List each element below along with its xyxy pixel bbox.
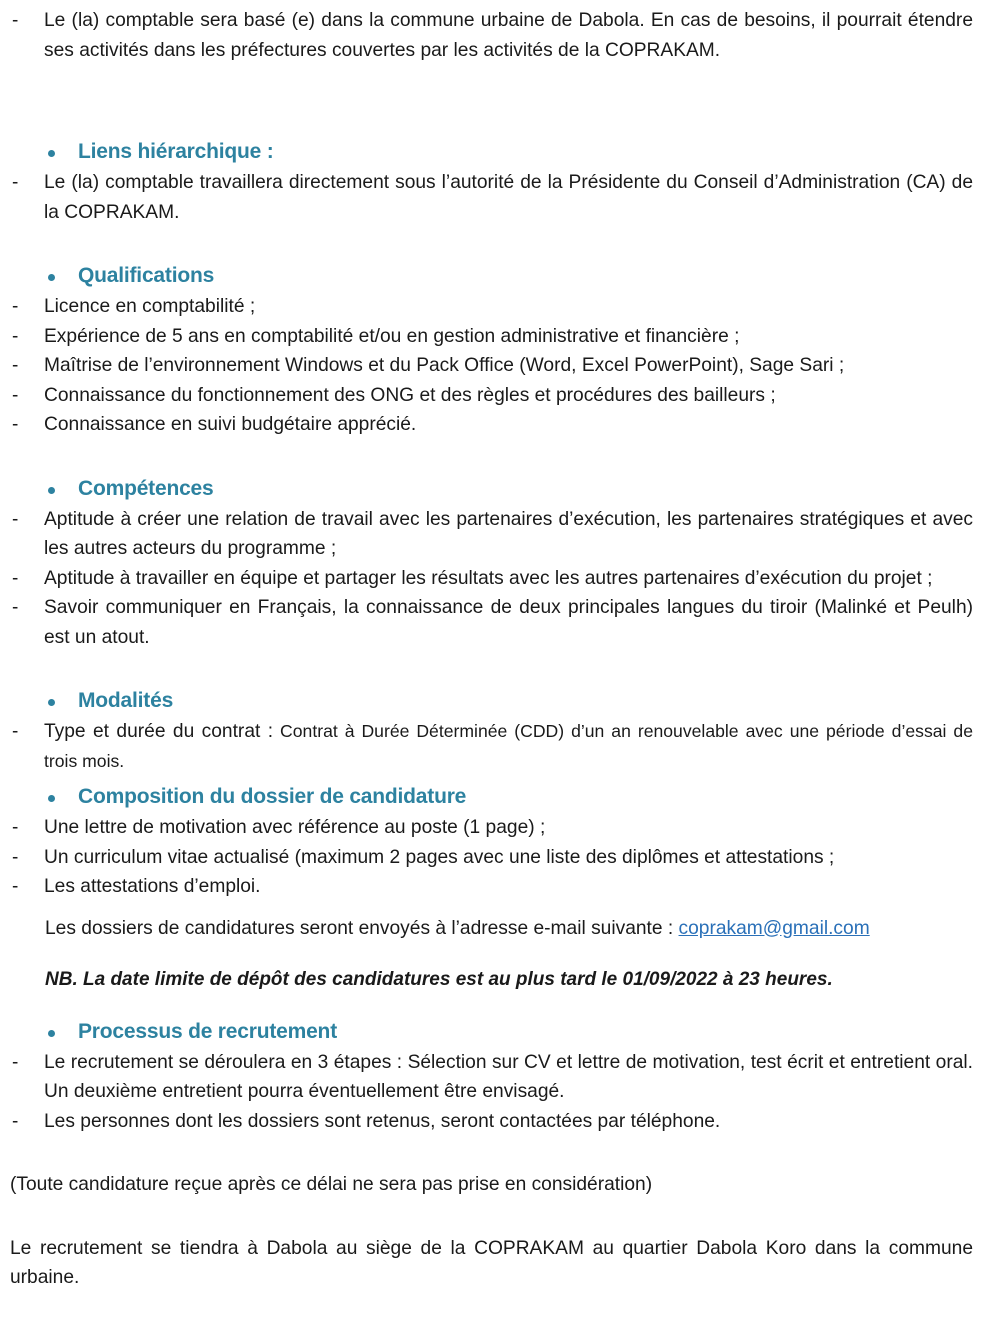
list-item bbox=[0, 843, 985, 873]
dash-marker: - bbox=[12, 1110, 19, 1132]
composition-item-1: Un curriculum vitae actualisé (maximum 2 pages avec une liste des diplômes et attestations ; bbox=[44, 846, 835, 868]
list-item bbox=[0, 381, 985, 411]
section-heading-competences bbox=[0, 474, 985, 505]
bullet-icon bbox=[48, 783, 78, 813]
competences-item-0: Aptitude à créer une relation de travail avec les partenaires d’exécution, les partenaires stratégiques et avec les autres acteurs du programme ; bbox=[44, 508, 973, 559]
dash-marker: - bbox=[12, 1051, 19, 1073]
spacer bbox=[0, 902, 985, 914]
modalites-item-0-rest: Contrat à Durée Déterminée (CDD) d’un an renouvelable avec une période d’essai de trois mois. bbox=[44, 721, 973, 771]
dash-marker: - bbox=[12, 384, 19, 406]
section-heading-qualifications bbox=[0, 261, 985, 292]
dash-marker: - bbox=[12, 567, 19, 589]
dash-marker: - bbox=[12, 876, 19, 897]
qualifications-item-0: Licence en comptabilité ; bbox=[44, 296, 256, 317]
qualifications-item-2: Maîtrise de l’environnement Windows et du Pack Office (Word, Excel PowerPoint), Sage Sari ; bbox=[44, 355, 845, 376]
bullet-icon bbox=[48, 262, 78, 292]
composition-item-0: Une lettre de motivation avec référence au poste (1 page) ; bbox=[44, 817, 546, 838]
processus-item-0: Le recrutement se déroulera en 3 étapes : Sélection sur CV et lettre de motivation, test écrit et entretient oral. Un deuxième entretient pourra éventuellement être envisagé. bbox=[44, 1051, 973, 1102]
spacer bbox=[0, 1136, 985, 1170]
spacer bbox=[0, 65, 985, 115]
composition-item-2: Les attestations d’emploi. bbox=[44, 876, 261, 897]
list-item bbox=[0, 872, 985, 902]
bullet-icon bbox=[48, 475, 78, 505]
processus-item-1: Les personnes dont les dossiers sont retenus, seront contactées par téléphone. bbox=[44, 1110, 721, 1132]
list-item bbox=[0, 593, 985, 652]
qualifications-item-3: Connaissance du fonctionnement des ONG et des règles et procédures des bailleurs ; bbox=[44, 384, 776, 406]
list-item bbox=[0, 351, 985, 381]
dash-marker: - bbox=[12, 597, 19, 618]
venue-note: Le recrutement se tiendra à Dabola au siège de la COPRAKAM au quartier Dabola Koro dans la commune urbaine. bbox=[10, 1237, 973, 1288]
list-item bbox=[0, 410, 985, 440]
dash-marker: - bbox=[12, 414, 19, 435]
dash-marker: - bbox=[12, 508, 19, 530]
dash-marker: - bbox=[12, 10, 19, 31]
section-heading-label: Processus de recrutement bbox=[78, 1019, 337, 1043]
submission-instruction bbox=[0, 914, 985, 944]
intro-location-text: Le (la) comptable sera basé (e) dans la commune urbaine de Dabola. En cas de besoins, il pourrait étendre ses activités dans les préfectures couvertes par les activités de la COPRAKAM. bbox=[44, 10, 973, 61]
spacer bbox=[0, 1200, 985, 1234]
section-heading-modalites bbox=[0, 686, 985, 717]
dash-marker: - bbox=[12, 817, 19, 838]
spacer bbox=[0, 995, 985, 1017]
section-heading-label: Qualifications bbox=[78, 264, 215, 287]
dash-marker: - bbox=[12, 721, 19, 742]
dash-marker: - bbox=[12, 172, 19, 193]
list-item bbox=[0, 322, 985, 352]
email-link[interactable]: coprakam@gmail.com bbox=[678, 917, 870, 939]
spacer bbox=[0, 440, 985, 474]
list-item bbox=[0, 168, 985, 227]
qualifications-item-4: Connaissance en suivi budgétaire apprécié. bbox=[44, 414, 417, 435]
spacer bbox=[0, 115, 985, 137]
list-item bbox=[0, 292, 985, 322]
section-heading-label: Modalités bbox=[78, 689, 174, 712]
section-heading-label: Liens hiérarchique : bbox=[78, 140, 274, 163]
late-application-note: (Toute candidature reçue après ce délai ne sera pas prise en considération) bbox=[10, 1174, 653, 1195]
dash-marker: - bbox=[12, 846, 19, 868]
dash-marker: - bbox=[12, 355, 19, 376]
dash-marker: - bbox=[12, 325, 19, 347]
competences-item-1: Aptitude à travailler en équipe et partager les résultats avec les autres partenaires d’exécution du projet ; bbox=[44, 567, 933, 589]
liens-hierarchique-item-0: Le (la) comptable travaillera directement sous l’autorité de la Présidente du Conseil d’Administration (CA) de la COPRAKAM. bbox=[44, 172, 973, 223]
list-item bbox=[0, 717, 985, 776]
deadline-note: NB. La date limite de dépôt des candidatures est au plus tard le 01/09/2022 à 23 heures. bbox=[45, 969, 833, 990]
list-item bbox=[0, 505, 985, 564]
dash-marker: - bbox=[12, 296, 19, 317]
list-item bbox=[0, 1107, 985, 1137]
bullet-icon bbox=[48, 1018, 78, 1048]
section-heading-liens-hierarchique bbox=[0, 137, 985, 168]
bullet-icon bbox=[48, 687, 78, 717]
section-heading-label: Compétences bbox=[78, 476, 214, 500]
spacer bbox=[0, 943, 985, 965]
section-heading-label: Composition du dossier de candidature bbox=[78, 785, 467, 808]
spacer bbox=[0, 227, 985, 261]
list-item bbox=[0, 564, 985, 594]
qualifications-item-1: Expérience de 5 ans en comptabilité et/ou en gestion administrative et financière ; bbox=[44, 325, 740, 347]
spacer bbox=[0, 652, 985, 686]
list-item bbox=[0, 813, 985, 843]
section-heading-composition-dossier bbox=[0, 782, 985, 813]
submission-instruction-text: Les dossiers de candidatures seront envoyés à l’adresse e-mail suivante : bbox=[45, 917, 679, 939]
modalites-item-0-lead: Type et durée du contrat : bbox=[44, 721, 274, 742]
bullet-icon bbox=[48, 138, 78, 168]
section-heading-processus-recrutement bbox=[0, 1017, 985, 1048]
competences-item-2: Savoir communiquer en Français, la connaissance de deux principales langues du tiroir (Malinké et Peulh) est un atout. bbox=[44, 597, 973, 648]
list-item bbox=[0, 6, 985, 65]
list-item bbox=[0, 1048, 985, 1107]
modalites-item-0 bbox=[44, 717, 985, 776]
